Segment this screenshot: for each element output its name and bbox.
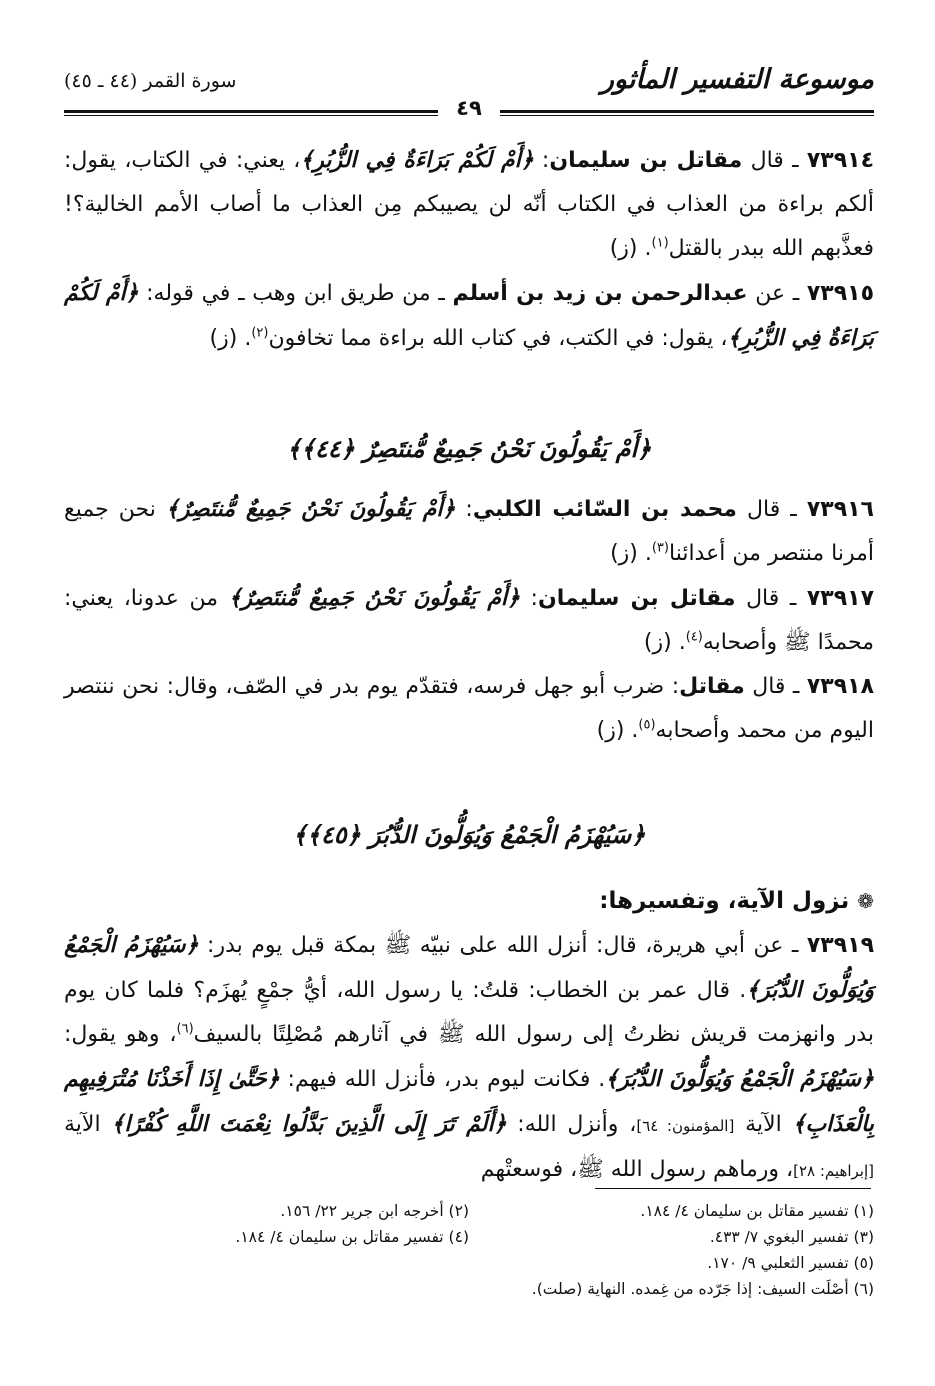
section-heading [64, 879, 874, 923]
text-fragment: من عدونا، يعني: محمدًا ﷺ وأصحابه [64, 586, 874, 655]
text-fragment: . (ز) [596, 718, 639, 743]
footnote: (٤) تفسير مقاتل بن سليمان ٤/ ١٨٤. [235, 1228, 469, 1246]
narration-number: ٧٣٩١٦ [806, 497, 874, 522]
page-number-wrap [64, 96, 874, 120]
narrator-name: عبدالرحمن بن زيد بن أسلم [452, 281, 748, 306]
narration-number: ٧٣٩١٨ [806, 674, 874, 699]
narration-number: ٧٣٩١٧ [806, 586, 875, 611]
text-fragment: ـ عن [747, 281, 807, 306]
text-fragment: : [533, 148, 550, 173]
text-fragment: . قال عمر بن الخطاب: قلتُ: يا رسول الله، أيُّ جمْعٍ يُهزَم؟ فلما كان يوم بدر وانهزمت قريش نظرتُ إلى رسول الله ﷺ في آثارهم مُصْلِتًا بالسيف [64, 978, 874, 1047]
quran-quote: ﴿سَيُهْزَمُ الْجَمْعُ وَيُوَلُّونَ الدُّبُرَ﴾ [64, 932, 874, 1003]
page-header [64, 58, 874, 120]
narration-73916 [64, 487, 874, 576]
text-fragment: . (ز) [610, 541, 652, 566]
quran-quote: ﴿أَمْ لَكُمْ بَرَاءَةٌ فِي الزُّبُرِ﴾ [64, 280, 874, 351]
narration-number: ٧٣٩١٩ [806, 933, 874, 958]
text-fragment: ، وهو يقول: [64, 1022, 177, 1047]
footnote-rule [595, 1188, 871, 1189]
page-number: ٤٩ [438, 96, 500, 120]
narrator-name: مقاتل بن سليمان [537, 586, 736, 611]
footnote-marker: (٤) [685, 629, 703, 645]
quran-quote: ﴿أَلَمْ تَرَ إِلَى الَّذِينَ بَدَّلُوا نِعْمَتَ اللَّهِ كُفْرًا﴾ [111, 1111, 507, 1137]
text-fragment: ، يعني: في الكتاب، يقول: ألكم براءة من العذاب في الكتاب أنّه لن يصيبكم مِن العذاب ما أصاب الأمم الخالية؟! فعذَّبهم الله ببدر بالقتل [64, 148, 874, 261]
narrator-name: مقاتل [679, 674, 745, 699]
verse-44: ﴿أَمْ يَقُولُونَ نَحْنُ جَمِيعٌ مُّنتَصِرٌ ﴿٤٤﴾﴾ [286, 434, 652, 463]
quran-quote: ﴿حَتَّىٰ إِذَا أَخَذْنَا مُتْرَفِيهِم بِالْعَذَابِ﴾ [64, 1066, 874, 1137]
text-fragment: ـ من طريق ابن وهب ـ في قوله: [138, 281, 453, 306]
footnote-marker: (٢) [251, 325, 269, 341]
text-fragment: ، ورماهم رسول الله ﷺ، فوسعتْهم [480, 1157, 794, 1182]
section-heading-text: نزول الآية، وتفسيرها: [599, 888, 850, 914]
footnotes [64, 1198, 874, 1302]
narrator-name: مقاتل بن سليمان [549, 148, 743, 173]
book-title: موسوعة التفسير المأثور [600, 64, 874, 95]
narration-73919 [64, 923, 874, 1193]
footnote-marker: (٦) [176, 1021, 194, 1037]
text-fragment: : [519, 586, 538, 611]
narration-73914 [64, 138, 874, 271]
text-fragment: الآية [734, 1112, 793, 1137]
footnote-marker: (٥) [638, 717, 656, 733]
text-fragment: نحن جميع أمرنا منتصر من أعدائنا [64, 497, 874, 566]
narration-number: ٧٣٩١٤ [806, 148, 874, 173]
text-fragment: ـ قال [744, 674, 807, 699]
text-fragment: : [455, 497, 473, 522]
text-fragment: ـ عن أبي هريرة، قال: أنزل الله على نبيّه ﷺ بمكة قبل يوم بدر: [198, 933, 807, 958]
text-fragment: . (ز) [209, 326, 252, 351]
footnote-marker: (١) [651, 235, 669, 251]
text-fragment: ـ قال [735, 586, 807, 611]
text-fragment: . (ز) [609, 236, 652, 261]
narration-73918 [64, 665, 874, 753]
narration-number: ٧٣٩١٥ [806, 281, 874, 306]
surah-reference: [إبراهيم: ٢٨] [793, 1162, 874, 1180]
text-fragment: . فكانت ليوم بدر، فأنزل الله فيهم: [279, 1067, 606, 1092]
narration-73917 [64, 576, 874, 665]
footnote: (٢) أخرجه ابن جرير ٢٢/ ١٥٦. [280, 1202, 469, 1220]
sura-label: سورة القمر (٤٤ ـ ٤٥) [64, 70, 237, 92]
text-fragment: ـ قال [742, 148, 807, 173]
text-fragment: . (ز) [643, 630, 686, 655]
footnote: (١) تفسير مقاتل بن سليمان ٤/ ١٨٤. [640, 1202, 874, 1220]
quran-quote: ﴿سَيُهْزَمُ الْجَمْعُ وَيُوَلُّونَ الدُّبُرَ﴾ [605, 1066, 874, 1092]
surah-reference: [المؤمنون: ٦٤] [636, 1117, 735, 1135]
footnote-marker: (٣) [651, 540, 669, 556]
narrator-name: محمد بن السّائب الكلبي [472, 497, 737, 522]
quran-quote: ﴿أَمْ يَقُولُونَ نَحْنُ جَمِيعٌ مُّنتَصِرٌ﴾ [228, 585, 520, 611]
footnote: (٥) تفسير الثعلبي ٩/ ١٧٠. [707, 1254, 874, 1272]
footnote: (٣) تفسير البغوي ٧/ ٤٣٣. [709, 1228, 874, 1246]
text-fragment: ، وأنزل الله: [506, 1112, 637, 1137]
text-fragment: ، يقول: في الكتب، في كتاب الله براءة مما تخافون [268, 326, 728, 351]
text-fragment: الآية [64, 1112, 112, 1137]
main-text [64, 138, 874, 1193]
quran-quote: ﴿أَمْ يَقُولُونَ نَحْنُ جَمِيعٌ مُّنتَصِرٌ﴾ [165, 496, 456, 522]
flower-icon: ❁ [857, 889, 874, 913]
verse-45: ﴿سَيُهْزَمُ الْجَمْعُ وَيُوَلُّونَ الدُّبُرَ ﴿٤٥﴾﴾ [292, 820, 646, 849]
narration-73915 [64, 271, 874, 361]
text-fragment: : ضرب أبو جهل فرسه، فتقدّم يوم بدر في الصّف، وقال: نحن ننتصر اليوم من محمد وأصحابه [64, 674, 874, 743]
footnote: (٦) أصْلَت السيف: إذا جَرّده من غِمده. النهاية (صلت). [531, 1280, 874, 1298]
quran-quote: ﴿أَمْ لَكُمْ بَرَاءَةٌ فِي الزُّبُرِ﴾ [300, 147, 534, 173]
text-fragment: ـ قال [736, 497, 807, 522]
